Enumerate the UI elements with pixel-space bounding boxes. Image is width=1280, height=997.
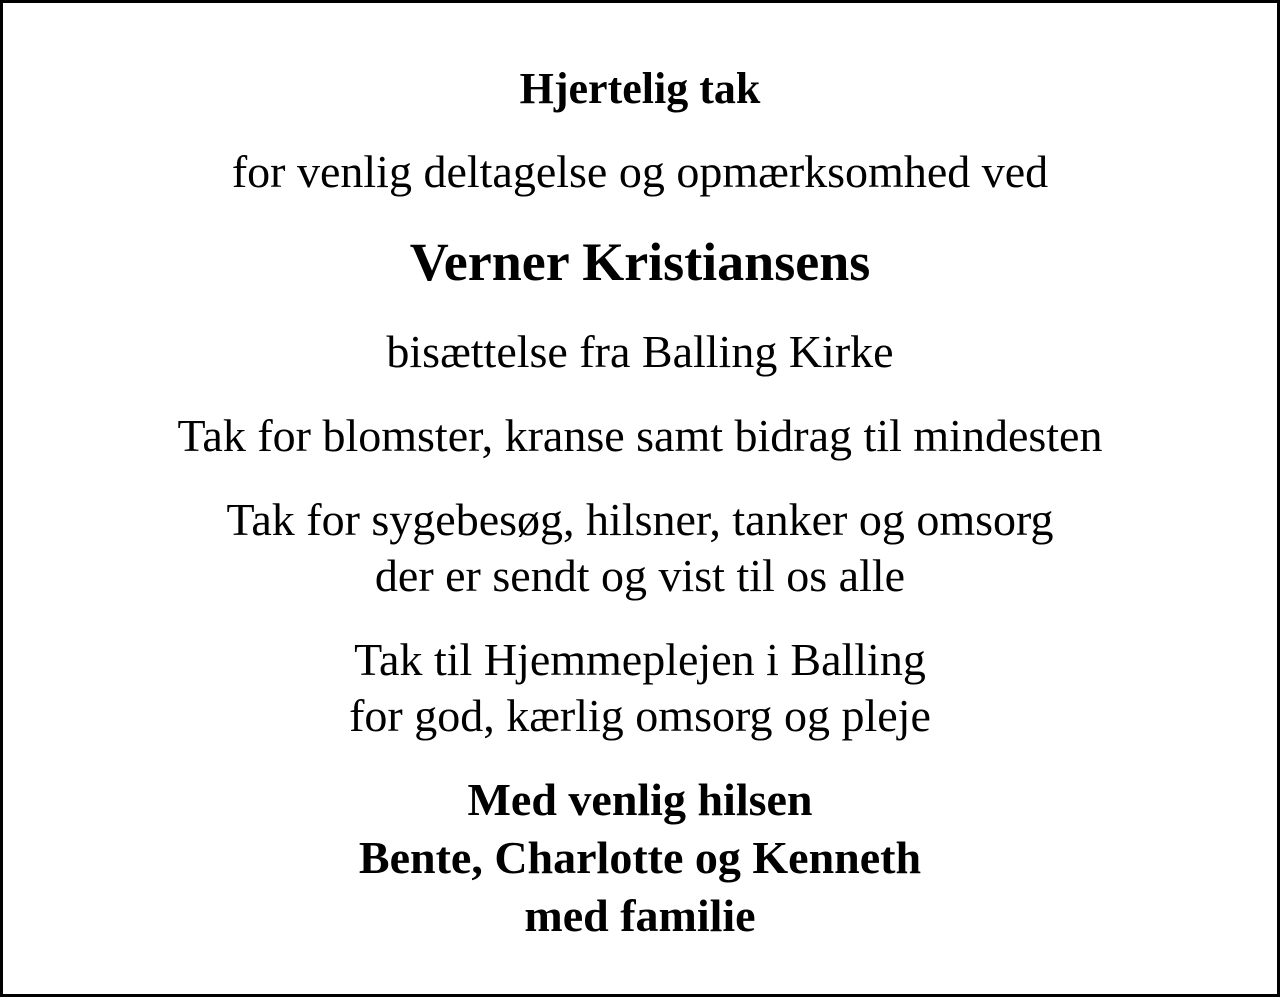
thanks-care-line-1: Tak til Hjemmeplejen i Balling <box>354 634 926 685</box>
notice-intro: for venlig deltagelse og opmærksomhed ved <box>231 146 1049 197</box>
thanks-visits-line-2: der er sendt og vist til os alle <box>374 550 906 601</box>
thanks-flowers: Tak for blomster, kranse samt bidrag til mindesten <box>177 410 1103 461</box>
signers-family: med familie <box>524 890 756 941</box>
thanks-care-line-2: for god, kærlig omsorg og pleje <box>349 690 931 741</box>
signers: Bente, Charlotte og Kenneth <box>358 832 922 883</box>
event-description: bisættelse fra Balling Kirke <box>386 326 894 377</box>
closing-greeting: Med venlig hilsen <box>467 774 813 825</box>
notice-heading: Hjertelig tak <box>519 64 761 113</box>
deceased-name: Verner Kristiansens <box>409 232 871 292</box>
thanks-visits-line-1: Tak for sygebesøg, hilsner, tanker og omsorg <box>226 494 1054 545</box>
